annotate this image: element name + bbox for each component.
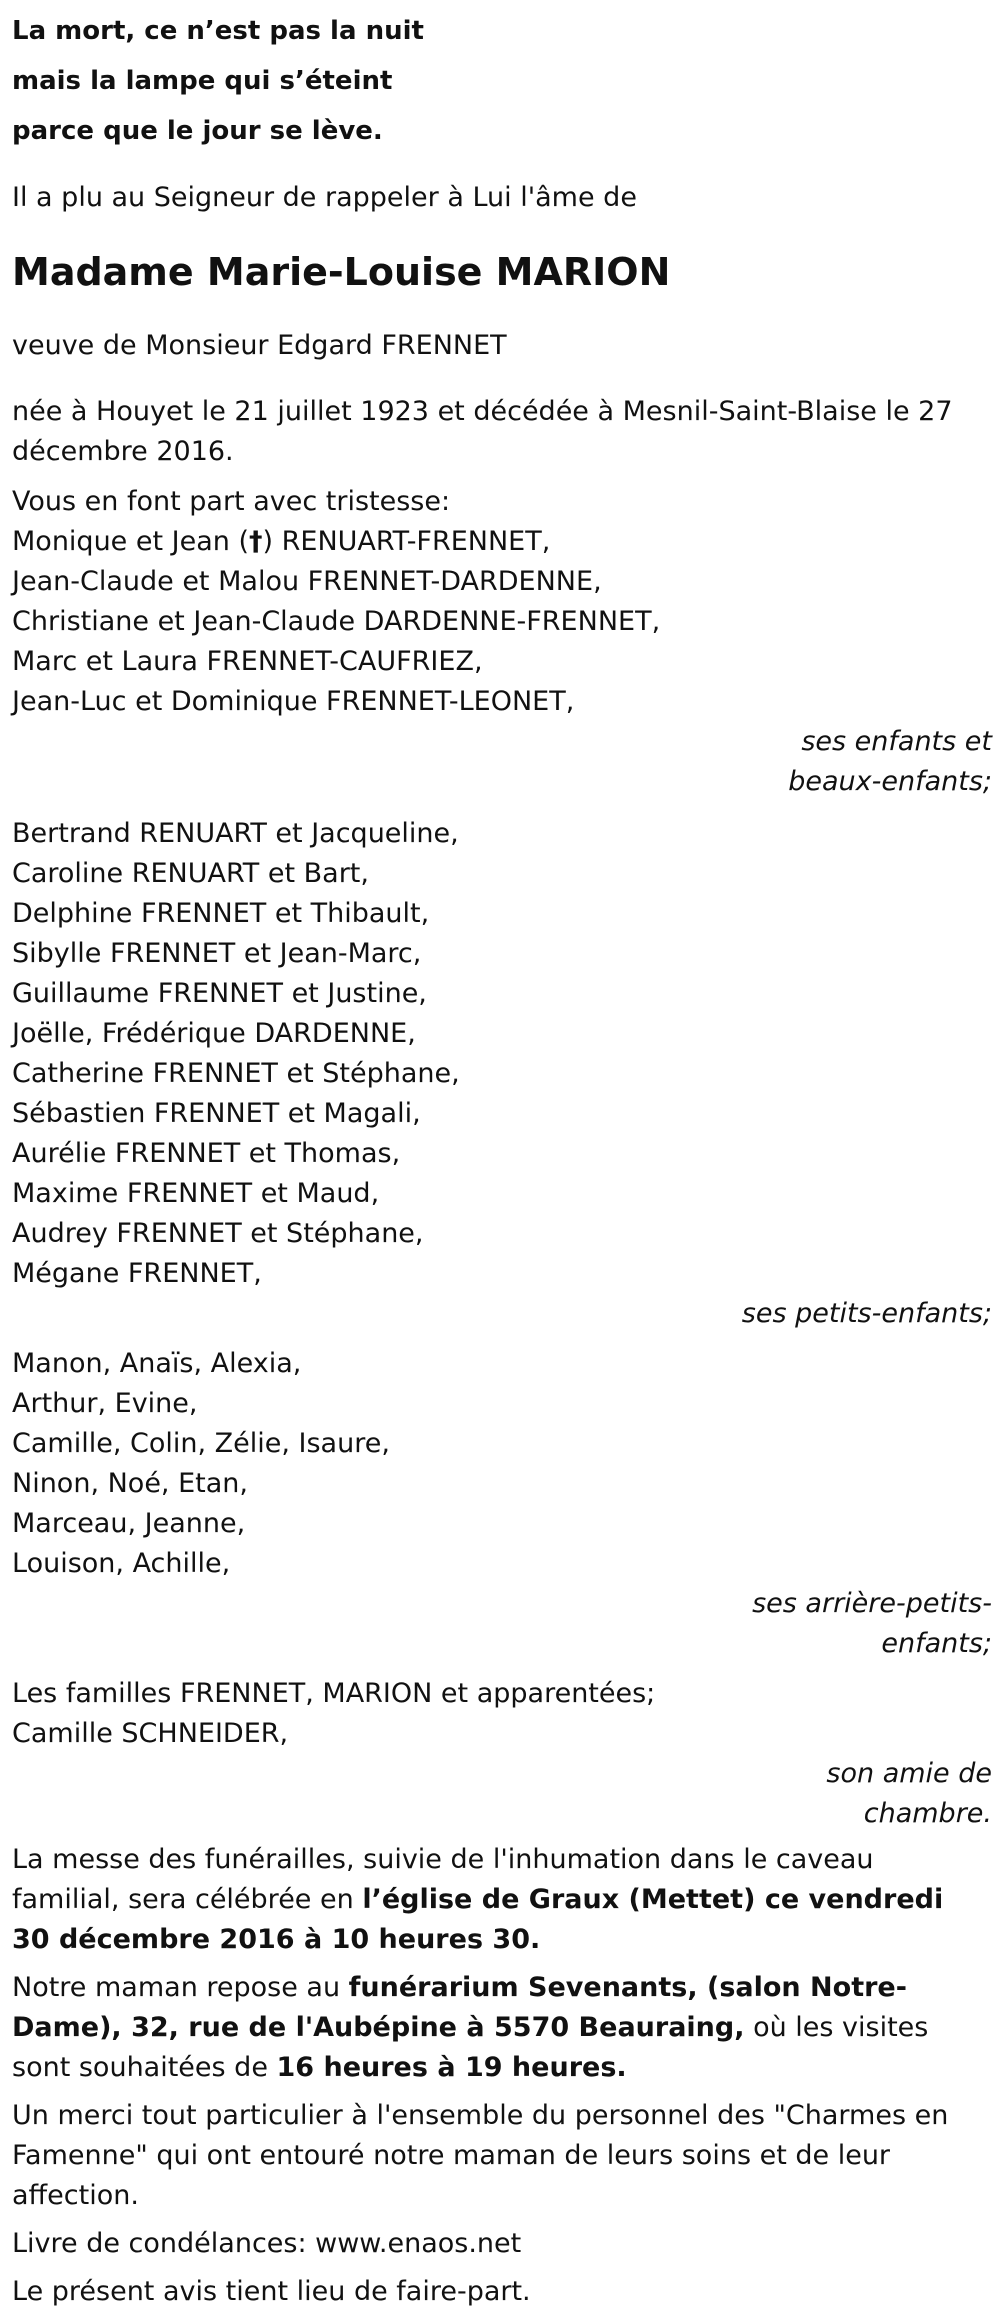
great-grandchild-line: Camille, Colin, Zélie, Isaure, — [12, 1428, 390, 1459]
poem — [12, 6, 988, 156]
child-line: Jean-Claude et Malou FRENNET-DARDENNE, — [12, 566, 602, 597]
grandchild-line: Caroline RENUART et Bart, — [12, 858, 369, 889]
thanks-text: Un merci tout particulier à l'ensemble du personnel des "Charmes en Famenne" qui ont entouré notre maman de leurs soins et de leur affection. — [12, 2100, 949, 2211]
child-line: Marc et Laura FRENNET-CAUFRIEZ, — [12, 646, 483, 677]
grandchild-line: Aurélie FRENNET et Thomas, — [12, 1138, 401, 1169]
other-family-section — [12, 1674, 992, 1834]
rest-text: Notre maman repose au — [12, 1972, 349, 2003]
funeral-info — [12, 1840, 988, 1960]
relation-line: son amie de — [826, 1758, 992, 1789]
relation-line: enfants; — [881, 1628, 992, 1659]
other-relation — [12, 1754, 992, 1834]
grandchildren-relation — [12, 1294, 992, 1334]
children-relation — [12, 722, 992, 802]
visiting-hours: 16 heures à 19 heures. — [276, 2052, 627, 2083]
funeral-text: La messe des funérailles, suivie de l'inhumation dans le caveau familial, sera célébrée en — [12, 1844, 874, 1915]
grandchild-line: Mégane FRENNET, — [12, 1258, 262, 1289]
family-line: Les familles FRENNET, MARION et apparentées; — [12, 1678, 656, 1709]
great-grandchild-line: Ninon, Noé, Etan, — [12, 1468, 248, 1499]
relation-line: ses enfants et — [801, 726, 992, 757]
grandchild-line: Audrey FRENNET et Stéphane, — [12, 1218, 424, 1249]
deceased-name: Madame Marie-Louise MARION — [12, 250, 671, 294]
funeral-details: l’église de Graux (Mettet) ce vendredi 30 décembre 2016 à 10 heures 30. — [12, 1884, 944, 1955]
great-grandchild-line: Louison, Achille, — [12, 1548, 231, 1579]
relation-line: ses arrière-petits- — [752, 1588, 992, 1619]
widow-of: veuve de Monsieur Edgard FRENNET — [12, 330, 507, 361]
grandchild-line: Maxime FRENNET et Maud, — [12, 1178, 380, 1209]
poem-line: mais la lampe qui s’éteint — [12, 66, 393, 96]
birth-death-info: née à Houyet le 21 juillet 1923 et décédée à Mesnil-Saint-Blaise le 27 décembre 2016. — [12, 396, 953, 467]
grandchild-line: Bertrand RENUART et Jacqueline, — [12, 818, 459, 849]
grandchild-line: Guillaume FRENNET et Justine, — [12, 978, 427, 1009]
intro-text: Il a plu au Seigneur de rappeler à Lui l'âme de — [12, 182, 637, 213]
cross-icon: † — [249, 526, 263, 557]
family-line: Camille SCHNEIDER, — [12, 1718, 289, 1749]
great-grandchild-line: Marceau, Jeanne, — [12, 1508, 246, 1539]
great-grandchildren-relation — [12, 1584, 992, 1664]
grandchild-line: Delphine FRENNET et Thibault, — [12, 898, 430, 929]
grandchildren-section — [12, 814, 992, 1334]
children-section — [12, 482, 992, 802]
relation-line: chambre. — [863, 1798, 992, 1829]
grandchild-line: Joëlle, Frédérique DARDENNE, — [12, 1018, 416, 1049]
child-line: Christiane et Jean-Claude DARDENNE-FRENNET, — [12, 606, 661, 637]
poem-line: La mort, ce n’est pas la nuit — [12, 16, 424, 46]
relation-line: ses petits-enfants; — [741, 1298, 992, 1329]
great-grandchild-line: Arthur, Evine, — [12, 1388, 198, 1419]
grandchild-line: Sibylle FRENNET et Jean-Marc, — [12, 938, 422, 969]
grandchild-line: Catherine FRENNET et Stéphane, — [12, 1058, 460, 1089]
great-grandchildren-section — [12, 1344, 992, 1664]
closing-text: Le présent avis tient lieu de faire-part. — [12, 2276, 531, 2307]
grandchild-line: Sébastien FRENNET et Magali, — [12, 1098, 421, 1129]
announcement-intro: Vous en font part avec tristesse: — [12, 486, 451, 517]
obituary-notice — [12, 0, 992, 2312]
condolences-text: Livre de condélances: www.enaos.net — [12, 2228, 522, 2259]
child-name-prefix: Monique et Jean ( — [12, 526, 250, 557]
poem-line: parce que le jour se lève. — [12, 116, 383, 146]
relation-line: beaux-enfants; — [788, 766, 992, 797]
rest-text: où les visites sont souhaitées de — [12, 2012, 929, 2083]
funerarium-address: funérarium Sevenants, (salon Notre-Dame), 32, rue de l'Aubépine à 5570 Beauraing, — [12, 1972, 907, 2043]
child-line — [12, 522, 988, 562]
child-name-suffix: ) RENUART-FRENNET, — [262, 526, 551, 557]
great-grandchild-line: Manon, Anaïs, Alexia, — [12, 1348, 302, 1379]
child-line: Jean-Luc et Dominique FRENNET-LEONET, — [12, 686, 575, 717]
rest-info — [12, 1968, 988, 2088]
